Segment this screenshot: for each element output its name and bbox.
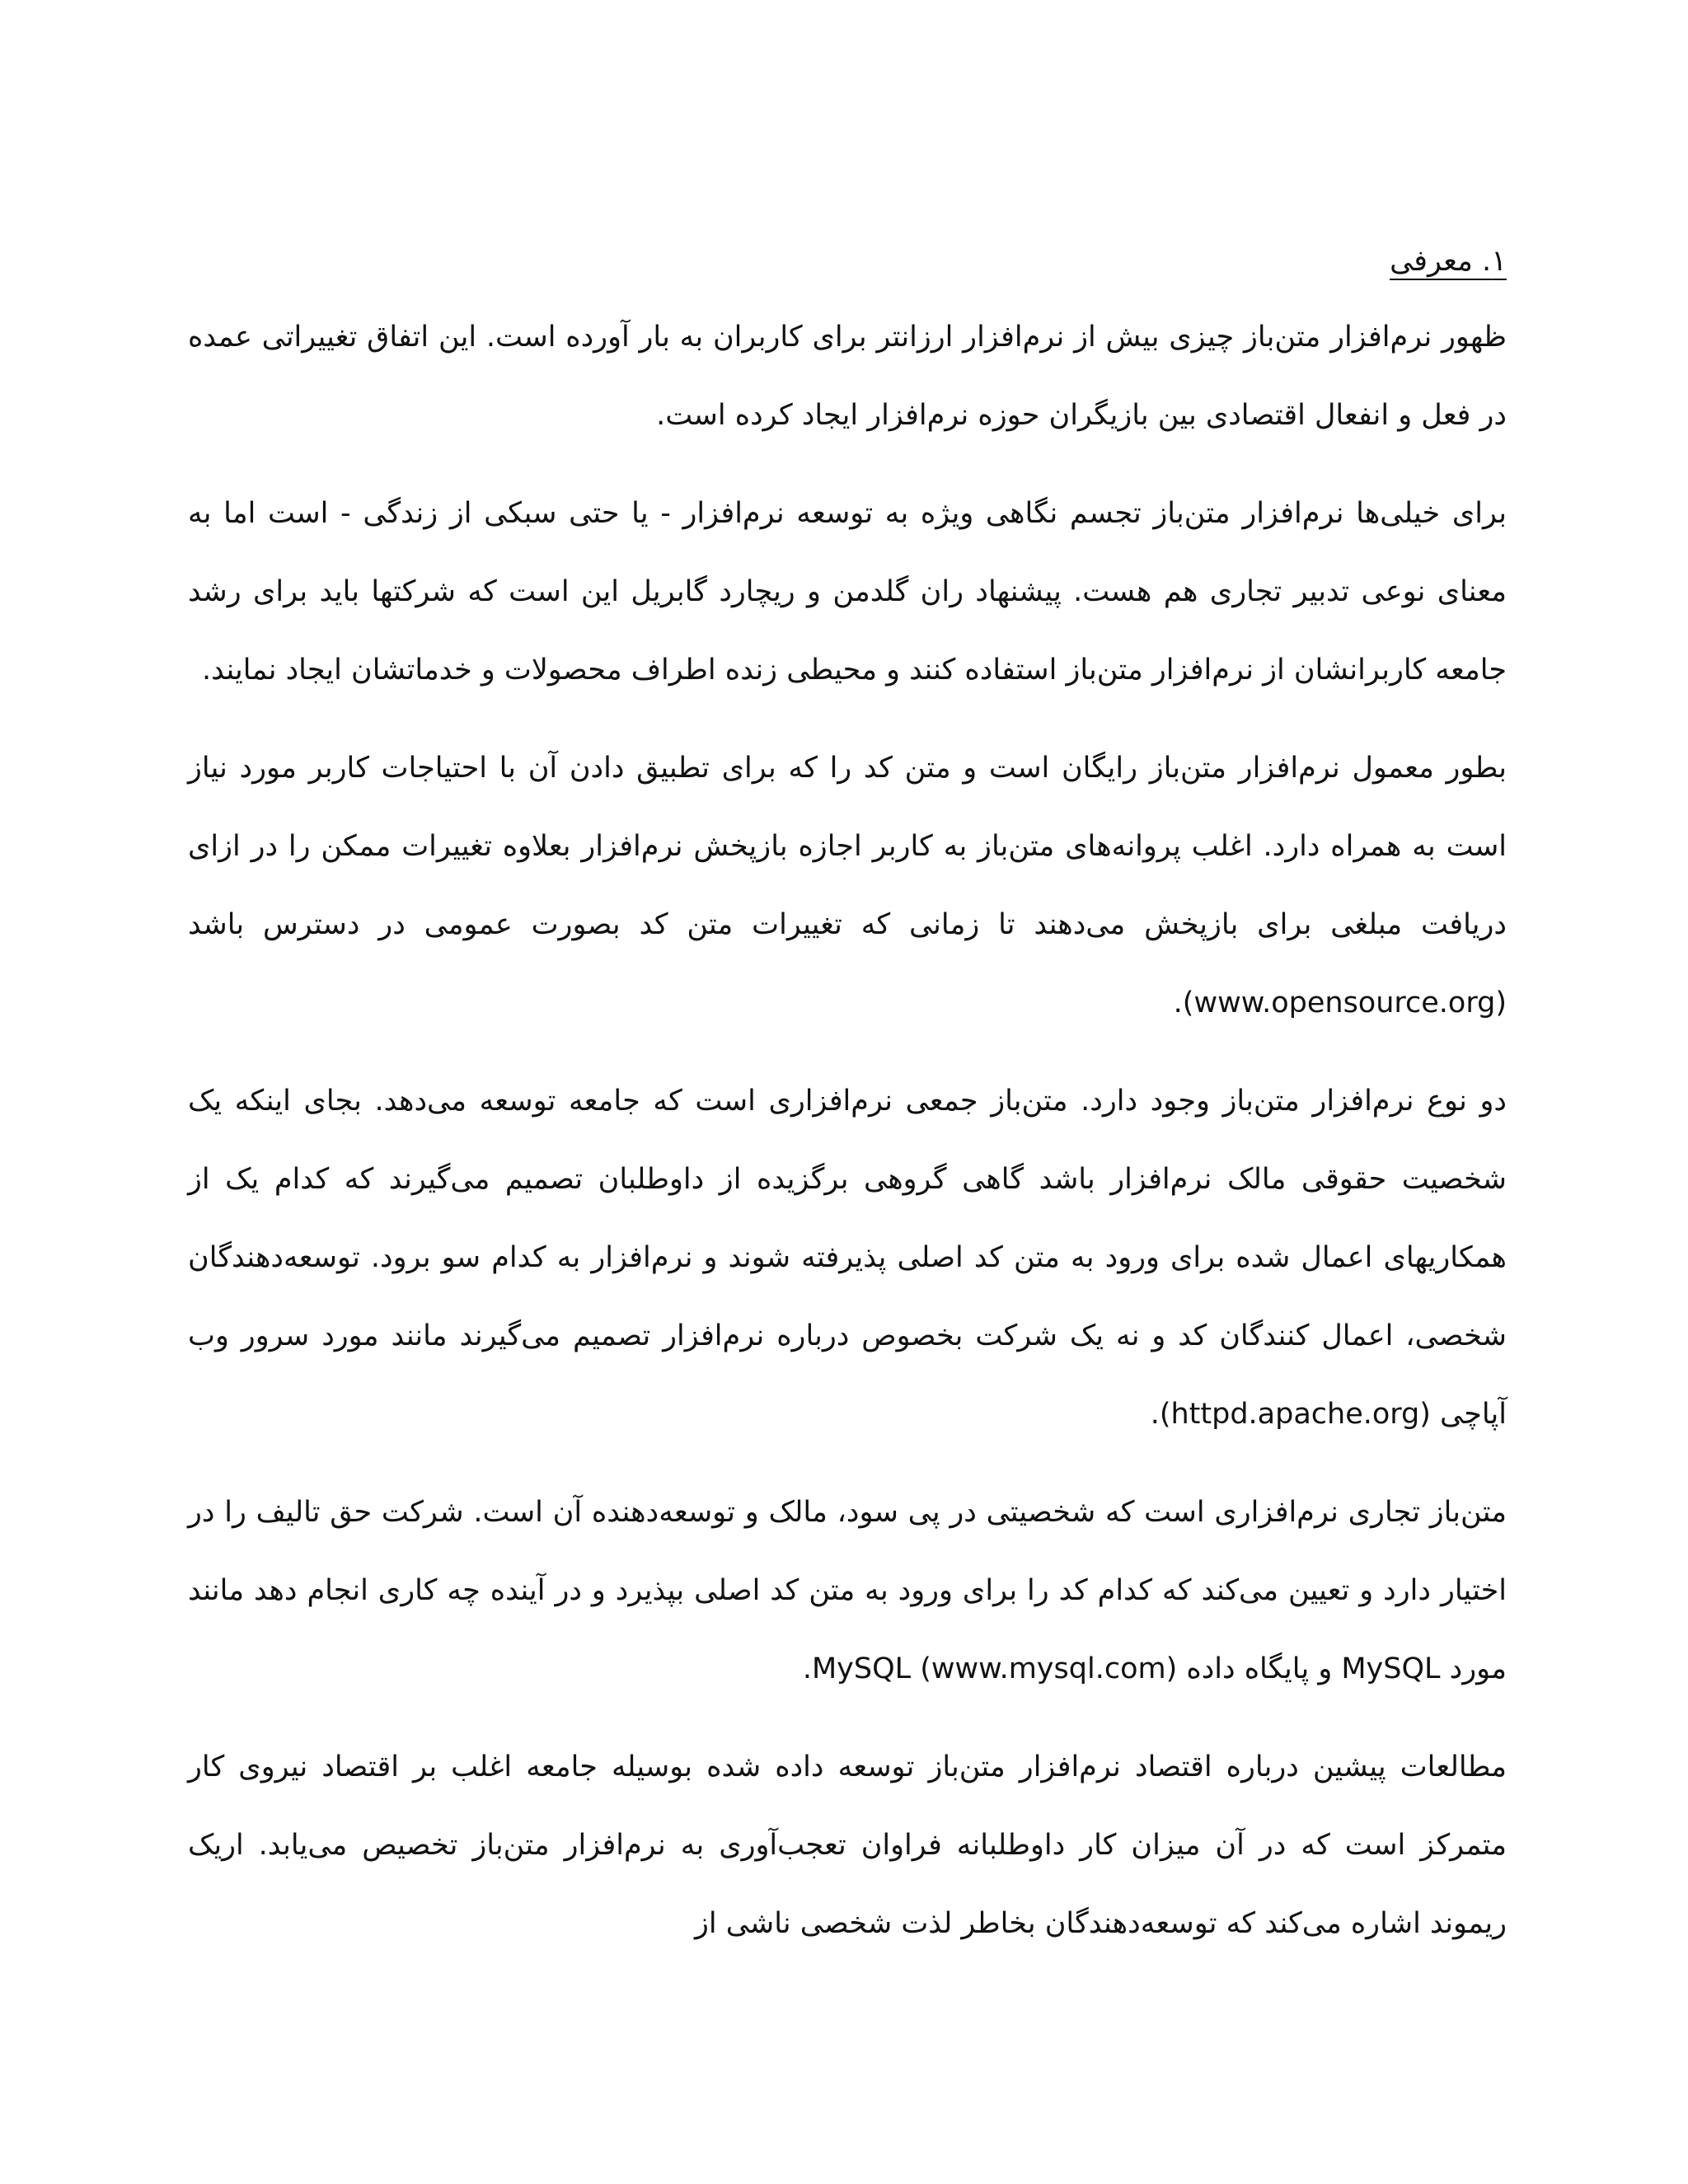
paragraph-6: مطالعات پیشین درباره اقتصاد نرم‌افزار متن‌باز توسعه داده شده بوسیله جامعه اغلب بر اقتصاد نیروی کار متمرکز است که در آن میزان کار داوطلبانه فراوان تعجب‌آوری به نرم‌افزار متن‌باز تخصیص می‌یابد. اریک ریموند اشاره می‌کند که توسعه‌دهندگان بخاطر لذت شخصی ناشی از (188, 1750, 1507, 1940)
paragraph-5: متن‌باز تجاری نرم‌افزاری است که شخصیتی در پی سود، مالک و توسعه‌دهنده آن است. شرکت حق تالیف را در اختیار دارد و تعیین می‌کند که کدام کد را برای ورود به متن کد اصلی بپذیرد و در آینده چه کاری انجام دهد مانند مورد MySQL و پایگاه داده MySQL (www.mysql.com). (188, 1496, 1507, 1685)
document-body (188, 241, 1507, 1963)
section-heading: ۱. معرفی (1390, 245, 1507, 278)
paragraph-1: ظهور نرم‌افزار متن‌باز چیزی بیش از نرم‌افزار ارزانتر برای کاربران به بار آورده است. این اتفاق تغییراتی عمده در فعل و انفعال اقتصادی بین بازیگران حوزه نرم‌افزار ایجاد کرده است. (188, 321, 1507, 432)
paragraph-3: بطور معمول نرم‌افزار متن‌باز رایگان است و متن کد را که برای تطبیق دادن آن با احتیاجات کاربر مورد نیاز است به همراه دارد. اغلب پروانه‌های متن‌باز به کاربر اجازه بازپخش نرم‌افزار بعلاوه تغییرات ممکن را در ازای دریافت مبلغی برای بازپخش می‌دهند تا زمانی که تغییرات متن کد بصورت عمومی در دسترس باشد (www.opensource.org). (188, 752, 1507, 1019)
paragraph-2: برای خیلی‌ها نرم‌افزار متن‌باز تجسم نگاهی ویژه به توسعه نرم‌افزار - یا حتی سبکی از زندگی - است اما به معنای نوعی تدبیر تجاری هم هست. پیشنهاد ران گلدمن و ریچارد گابریل این است که شرکتها باید برای رشد جامعه کاربرانشان از نرم‌افزار متن‌باز استفاده کنند و محیطی زنده اطراف محصولات و خدماتشان ایجاد نمایند. (188, 497, 1507, 687)
paragraph-4: دو نوع نرم‌افزار متن‌باز وجود دارد. متن‌باز جمعی نرم‌افزاری است که جامعه توسعه می‌دهد. بجای اینکه یک شخصیت حقوقی مالک نرم‌افزار باشد گاهی گروهی برگزیده از داوطلبان تصمیم می‌گیرند که کدام یک از همکاریهای اعمال شده برای ورود به متن کد اصلی پذیرفته شوند و نرم‌افزار به کدام سو برود. توسعه‌دهندگان شخصی، اعمال کنندگان کد و نه یک شرکت بخصوص درباره نرم‌افزار تصمیم می‌گیرند مانند مورد سرور وب آپاچی (httpd.apache.org). (188, 1085, 1507, 1431)
